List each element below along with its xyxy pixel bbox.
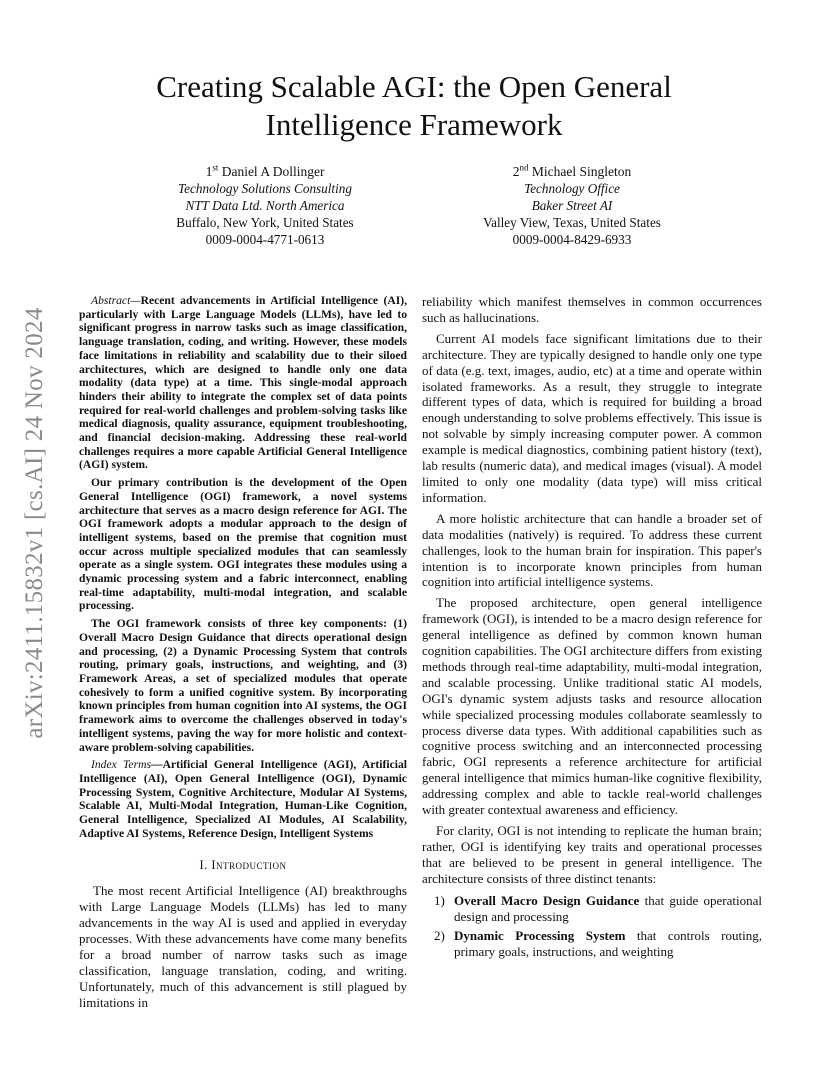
body-paragraph: Current AI models face significant limitations due to their architecture. They are typically designed to handle only one type of data (e.g. text, images, audio, etc) at a time and operate within isolated frameworks. As a result, they struggle to integrate different types of data, which is required for building a broad enough understanding to solve problems effectively. This issue is not solvable by simply increasing computer power. A common example is medical diagnostics, combining patient history (text), lab results (numeric data), and medical images (visual). A model limited to only one modality (data type) will miss critical information. — [422, 330, 762, 505]
author-name-line — [432, 163, 712, 180]
abstract-paragraph: Our primary contribution is the development of the Open General Intelligence (OGI) framework, a novel systems architecture that serves as a macro design reference for AGI. The OGI framework adopts a modular approach to the design of intelligent systems, based on the premise that cognition must occur across multiple specialized modules that can seamlessly operate as a single system. OGI integrates these modules using a dynamic processing system and a fabric interconnect, enabling real-time adaptability, multi-modal integration, and scalable processing. — [79, 476, 407, 613]
author-organization: NTT Data Ltd. North America — [185, 198, 345, 213]
abstract — [79, 294, 407, 840]
author-ordinal-suffix: nd — [519, 162, 529, 173]
arxiv-identifier[interactable]: arXiv:2411.15832v1 [cs.AI] 24 Nov 2024 — [21, 307, 48, 739]
list-item — [422, 893, 762, 925]
author-department: Technology Solutions Consulting — [178, 181, 352, 196]
index-terms: Index Terms—Artificial General Intelligence (AGI), Artificial Intelligence (AI), Open General Intelligence (OGI), Dynamic Processing System, Cognitive Architecture, Modular AI Systems, Scalable AI, Multi-Modal Integration, Human-Like Cognition, General Intelligence, Specialized AI Modules, AI Scalability, Adaptive AI Systems, Reference Design, Intelligent Systems — [79, 758, 407, 840]
author-location: Valley View, Texas, United States — [483, 215, 661, 230]
list-item-text: that controls routing, primary goals, instructions, and weighting — [454, 928, 762, 960]
left-column — [79, 294, 407, 1016]
author-block-2 — [432, 163, 712, 248]
introduction-body — [79, 883, 407, 1010]
body-paragraph: A more holistic architecture that can handle a broader set of data modalities (natively) is required. To address these current challenges, look to the human brain for inspiration. This paper's intention is to incorporate known principles from human cognition into artificial intelligence systems. — [422, 510, 762, 590]
section-title: Introduction — [211, 858, 287, 873]
author-name: Michael Singleton — [531, 164, 632, 179]
index-terms-text: Artificial General Intelligence (AGI), Artificial Intelligence (AI), Open General Intelligence (OGI), Dynamic Processing System, Cognitive Architecture, Modular AI Systems, Scalable AI, Multi-Modal Integration, Human-Like Cognition, General Intelligence, Specialized AI Modules, AI Scalability, Adaptive AI Systems, Reference Design, Intelligent Systems — [79, 758, 407, 840]
author-ordinal: 2 — [512, 164, 520, 179]
author-block-1 — [125, 163, 405, 248]
body-paragraph: The proposed architecture, open general intelligence framework (OGI), is intended to be a macro design reference for general intelligence as defined by common known human cognition capabilities. The OGI architecture differs from existing methods through real-time adaptability, multi-modal integration, and scalable processing. Unlike traditional static AI models, OGI's dynamic system adjusts tasks and resource allocation while specialized processing modules collaborate seamlessly to process diverse data types. With additional capabilities such as cognitive process switching and an interconnected processing fabric, OGI represents a reference architecture for artificial general intelligence that mimics human-like cognitive flexibility, addressing complex and able to tackle real-world challenges with greater contextual awareness and efficiency. — [422, 595, 762, 818]
author-department: Technology Office — [524, 181, 620, 196]
list-item-term: Dynamic Processing System — [454, 928, 626, 944]
body-paragraph: reliability which manifest themselves in common occurrences such as hallucinations. — [422, 294, 762, 325]
tenants-list — [422, 893, 762, 961]
abstract-text: Recent advancements in Artificial Intelligence (AI), particularly with Large Language Models (LLMs), have led to significant progress in narrow tasks such as image classification, language translation, coding, and writing. However, these models face limitations in reliability and scalability due to their siloed architectures, which are designed to handle only one data modality (data type) at a time. This single-modal approach hinders their ability to integrate the complex set of data points required for real-world challenges and problem-solving tasks like medical diagnosis, quality assurance, equipment troubleshooting, and financial decision-making. Addressing these real-world challenges requires a more capable Artificial General Intelligence (AGI) system. — [79, 294, 407, 472]
body-paragraph: For clarity, OGI is not intending to replicate the human brain; rather, OGI is identifying key traits and operational processes that are believed to be present in general intelligence. The architecture consists of three distinct tenants: — [422, 823, 762, 886]
list-item — [422, 928, 762, 960]
abstract-paragraph: Abstract—Recent advancements in Artificial Intelligence (AI), particularly with Large Language Models (LLMs), have led to significant progress in narrow tasks such as image classification, language translation, coding, and writing. However, these models face limitations in reliability and scalability due to their siloed architectures, which are designed to handle only one data modality (data type) at a time. This single-modal approach hinders their ability to integrate the complex set of data points required for real-world challenges and problem-solving tasks like medical diagnosis, quality assurance, equipment troubleshooting, and financial decision-making. Addressing these real-world challenges requires a more capable Artificial General Intelligence (AGI) system. — [79, 294, 407, 472]
section-number: I. — [199, 858, 208, 873]
list-number: 2) — [434, 928, 445, 944]
abstract-paragraph: The OGI framework consists of three key components: (1) Overall Macro Design Guidance that directs operational design and processing, (2) a Dynamic Processing System that controls routing, primary goals, instructions, and weighting, and (3) Framework Areas, a set of specialized modules that operate cohesively to form a unified cognitive system. By incorporating known principles from human cognition into AI systems, the OGI framework aims to overcome the challenges observed in today's intelligent systems, paving the way for more holistic and context-aware problem-solving capabilities. — [79, 617, 407, 754]
author-location: Buffalo, New York, United States — [176, 215, 354, 230]
body-paragraph: The most recent Artificial Intelligence (AI) breakthroughs with Large Language Models (LLMs) has led to many advancements in the way AI is used and applied in everyday processes. With these advancements have come many benefits for a broad number of narrow tasks such as image classification, language translation, coding, and writing. Unfortunately, much of this advancement is still plagued by limitations in — [79, 883, 407, 1010]
author-name-line — [125, 163, 405, 180]
author-orcid[interactable]: 0009-0004-8429-6933 — [512, 232, 632, 247]
author-organization: Baker Street AI — [531, 198, 613, 213]
arxiv-sidebar — [22, 288, 48, 758]
paper-title: Creating Scalable AGI: the Open General Intelligence Framework — [156, 69, 672, 142]
list-item-term: Overall Macro Design Guidance — [454, 892, 640, 908]
author-ordinal: 1 — [205, 164, 213, 179]
list-item-text: that guide operational design and processing — [454, 892, 762, 924]
right-column — [422, 294, 762, 964]
index-terms-label: Index Terms — [91, 758, 151, 772]
author-ordinal-suffix: st — [212, 162, 219, 173]
author-name: Daniel A Dollinger — [221, 164, 325, 179]
section-heading — [79, 858, 407, 873]
list-number: 1) — [434, 892, 445, 908]
abstract-label: Abstract — [91, 294, 131, 307]
author-orcid[interactable]: 0009-0004-4771-0613 — [205, 232, 325, 247]
